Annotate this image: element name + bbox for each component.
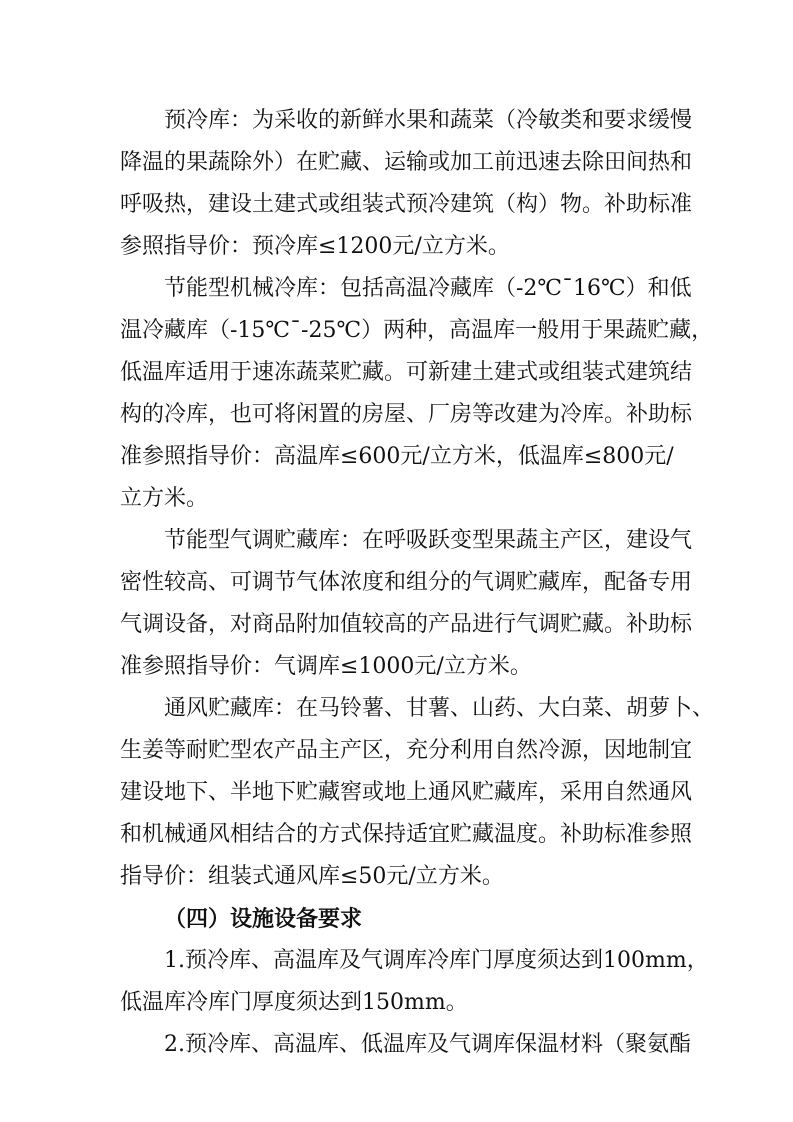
para-ventilated-line-1: 通风贮藏库：在马铃薯、甘薯、山药、大白菜、胡萝卜、 [164, 696, 715, 721]
para-mechanical-line-5: 准参照指导价：高温库≤600元/立方米，低温库≤800元/ [120, 444, 674, 469]
para-mechanical-line-1: 节能型机械冷库：包括高温冷藏库（-2℃¯16℃）和低 [164, 276, 692, 301]
para-controlled-atmosphere-line-3: 气调设备，对商品附加值较高的产品进行气调贮藏。补助标 [120, 612, 693, 637]
requirement-1-line-1: 1.预冷库、高温库及气调库冷库门厚度须达到100mm， [164, 948, 709, 973]
para-mechanical-line-2: 温冷藏库（-15℃¯-25℃）两种，高温库一般用于果蔬贮藏， [120, 318, 714, 343]
para-mechanical-line-3: 低温库适用于速冻蔬菜贮藏。可新建土建式或组装式建筑结 [120, 360, 693, 385]
para-ventilated-line-3: 建设地下、半地下贮藏窖或地上通风贮藏库，采用自然通风 [120, 780, 693, 805]
para-ventilated-line-4: 和机械通风相结合的方式保持适宜贮藏温度。补助标准参照 [120, 822, 693, 847]
para-precooling-line-2: 降温的果蔬除外）在贮藏、运输或加工前迅速去除田间热和 [120, 150, 693, 175]
para-ventilated-line-2: 生姜等耐贮型农产品主产区，充分利用自然冷源，因地制宜 [120, 738, 693, 763]
para-precooling-line-3: 呼吸热，建设土建式或组装式预冷建筑（构）物。补助标准 [120, 192, 693, 217]
para-controlled-atmosphere-line-1: 节能型气调贮藏库：在呼吸跃变型果蔬主产区，建设气 [164, 528, 693, 553]
para-mechanical-line-6: 立方米。 [120, 486, 209, 511]
para-mechanical-line-4: 构的冷库，也可将闲置的房屋、厂房等改建为冷库。补助标 [120, 402, 693, 427]
para-ventilated-line-5: 指导价：组装式通风库≤50元/立方米。 [120, 864, 504, 889]
para-precooling-line-1: 预冷库：为采收的新鲜水果和蔬菜（冷敏类和要求缓慢 [164, 108, 693, 133]
requirement-1-line-2: 低温库冷库门厚度须达到150mm。 [120, 990, 468, 1015]
para-precooling-line-4: 参照指导价：预冷库≤1200元/立方米。 [120, 234, 510, 259]
para-controlled-atmosphere-line-4: 准参照指导价：气调库≤1000元/立方米。 [120, 654, 532, 679]
section-heading: （四）设施设备要求 [164, 906, 363, 932]
para-controlled-atmosphere-line-2: 密性较高、可调节气体浓度和组分的气调贮藏库，配备专用 [120, 570, 693, 595]
requirement-2-line-1: 2.预冷库、高温库、低温库及气调库保温材料（聚氨酯 [164, 1032, 691, 1057]
